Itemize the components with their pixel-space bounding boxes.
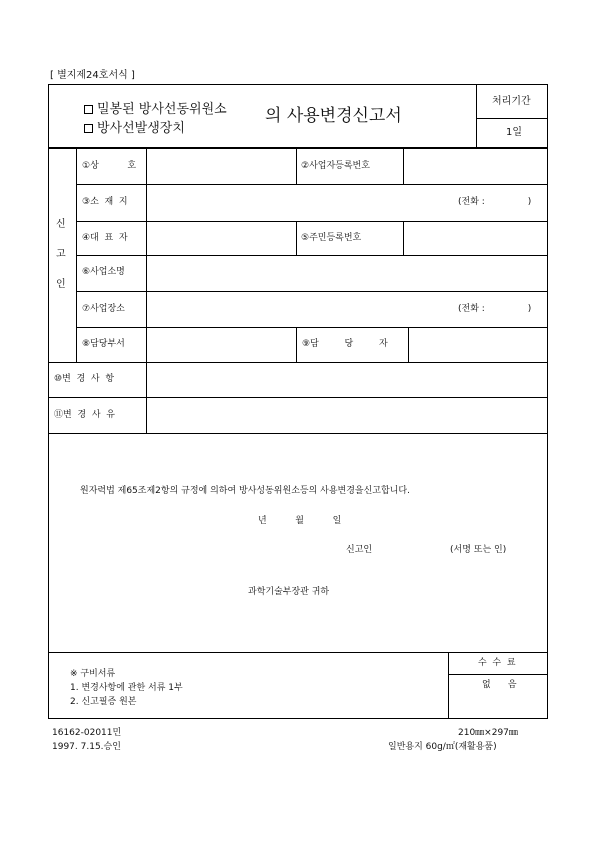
attachments-header: ※ 구비서류 [70,669,116,679]
processing-label: 처리기간 [492,96,531,107]
title-option-2: 방사선발생장치 [84,122,185,135]
processing-value: 1일 [506,127,523,138]
paper-spec: 일반용지 60g/㎡(재활용품) [388,742,497,752]
label-office-name: ⑥사업소명 [82,267,125,277]
attachment-item-1: 1. 변경사항에 관한 서류 1부 [70,683,183,693]
label-change-reason: ⑪변 경 사 유 [54,410,115,420]
label-location: ③소 재 지 [82,197,128,207]
label-resident-reg-no: ⑤주민등록번호 [301,233,362,243]
label-business-name: ①상 호 [82,161,137,171]
applicant-label-1: 신 [56,219,66,230]
phone-field-1: (전화 : ) [458,197,532,207]
form-frame [48,84,548,719]
vline-row6-mid2 [408,327,409,362]
vline-row3-mid2 [403,221,404,255]
vline-fee [448,652,449,719]
label-person-in-charge: ⑨담 당 자 [302,339,388,349]
vline-processing [476,84,477,147]
form-code: 16162-02011민 [52,728,122,738]
divider-row7 [48,397,548,398]
label-representative: ④대 표 자 [82,233,128,243]
label-changes: ⑩변 경 사 항 [54,374,115,384]
divider-row6 [48,362,548,363]
checkbox-icon[interactable] [84,105,93,114]
checkbox-icon[interactable] [84,124,93,133]
vline-row1-mid [296,147,297,184]
page-title: 의 사용변경신고서 [265,106,402,126]
label-business-reg-no: ②사업자등록번호 [301,161,370,171]
approval-date: 1997. 7.15.승인 [52,742,121,752]
fee-value: 없 음 [482,680,517,690]
divider-row8 [48,433,548,434]
applicant-label-2: 고 [56,249,66,260]
divider-header [48,147,548,149]
label-workplace: ⑦사업장소 [82,304,125,314]
applicant-label-3: 인 [56,279,66,290]
date-line: 년 월 일 [258,516,342,526]
divider-bottom [48,652,548,653]
vline-labels [146,147,147,433]
vline-row1-mid2 [403,147,404,184]
label-department: ⑧담당부서 [82,339,125,349]
form-reference: [ 별지제24호서식 ] [50,70,135,81]
title-option-1: 밀봉된 방사선동위원소 [84,103,227,116]
fee-label: 수 수 료 [478,658,516,668]
vline-row6-mid [296,327,297,362]
phone-field-2: (전화 : ) [458,304,532,314]
vline-applicant-group [76,147,77,362]
applicant-signature-label: 신고인 [346,545,373,555]
statement-text: 원자력법 제65조제2항의 규정에 의하여 방사성동위원소등의 사용변경을신고합니다. [80,486,410,496]
signature-note: (서명 또는 인) [450,545,507,555]
recipient-text: 과학기술부장관 귀하 [248,587,330,597]
attachment-item-2: 2. 신고필증 원본 [70,697,137,707]
divider-fee [448,674,548,675]
paper-size: 210㎜×297㎜ [458,728,518,738]
divider-processing [476,118,548,119]
vline-row3-mid [296,221,297,255]
